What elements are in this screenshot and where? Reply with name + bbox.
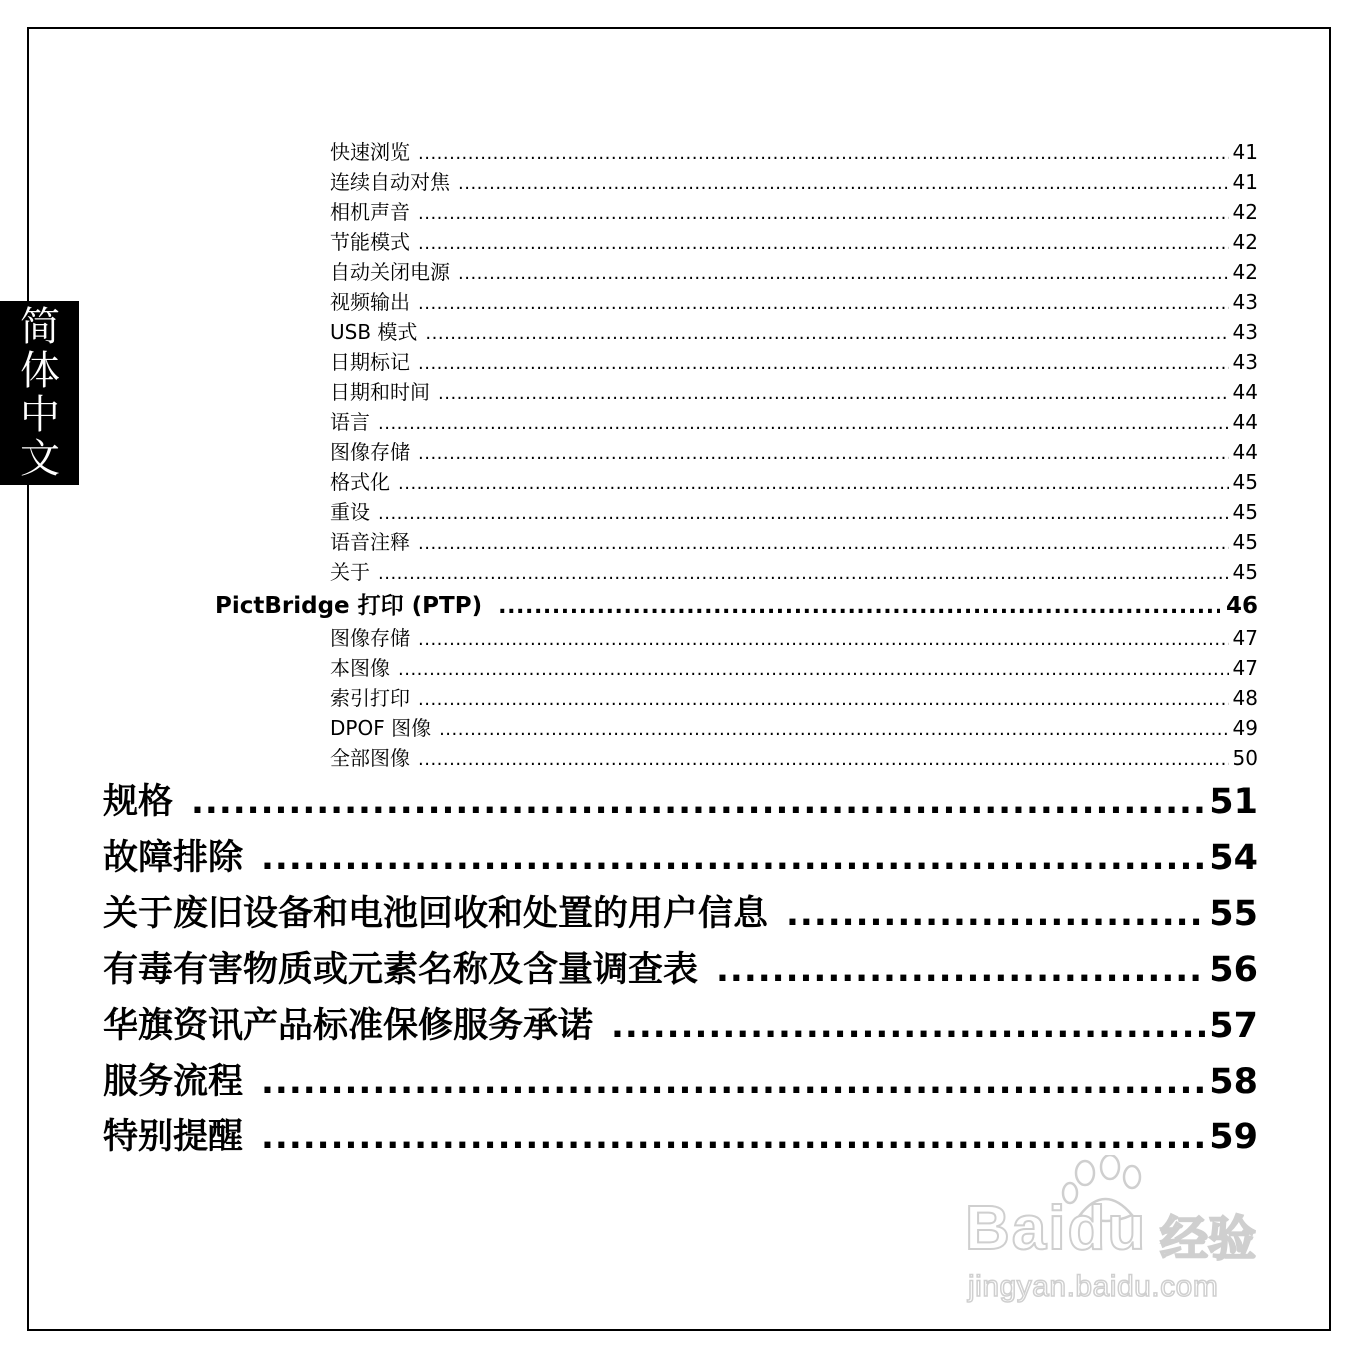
toc-chapter[interactable]	[103, 999, 1258, 1053]
toc-chapter-title: 服务流程	[103, 1062, 244, 1102]
toc-entry-title: 索引打印	[330, 686, 410, 710]
toc-entry-page: 44	[1232, 410, 1258, 434]
toc-entry-title: 图像存储	[330, 626, 410, 650]
leader-dots	[418, 199, 1229, 229]
toc-entry[interactable]	[330, 467, 1258, 497]
toc-entry-page: 47	[1232, 656, 1258, 680]
toc-entry[interactable]	[330, 257, 1258, 287]
leader-dots	[418, 685, 1229, 715]
toc-chapter-title: 规格	[103, 782, 174, 822]
toc-chapter-page: 55	[1209, 894, 1258, 934]
toc-section[interactable]	[215, 589, 1258, 623]
toc-entry[interactable]	[330, 653, 1258, 683]
toc-entry-title: 格式化	[330, 470, 390, 494]
leader-dots	[786, 887, 1205, 941]
toc-entry[interactable]	[330, 623, 1258, 653]
toc-entry-page: 41	[1232, 170, 1258, 194]
toc-chapter-page: 59	[1209, 1117, 1258, 1157]
toc-entry-title: 图像存储	[330, 440, 410, 464]
toc-entry-page: 42	[1232, 200, 1258, 224]
leader-dots	[398, 469, 1229, 499]
toc-entry-title: 节能模式	[330, 230, 410, 254]
leader-dots	[261, 831, 1205, 885]
toc-entry-title: 重设	[330, 500, 370, 524]
leader-dots	[716, 943, 1205, 997]
toc-entry-title: 日期标记	[330, 350, 410, 374]
leader-dots	[498, 590, 1220, 624]
toc-chapter[interactable]	[103, 775, 1258, 829]
toc-chapter-title: 故障排除	[103, 838, 244, 878]
toc-entry[interactable]	[330, 527, 1258, 557]
toc-chapter[interactable]	[103, 1055, 1258, 1109]
toc-entry-title: 本图像	[330, 656, 390, 680]
leader-dots	[418, 349, 1229, 379]
toc-entry-title: 连续自动对焦	[330, 170, 450, 194]
toc-entry-title: 全部图像	[330, 746, 410, 770]
toc-entry-page: 42	[1232, 260, 1258, 284]
leader-dots	[425, 319, 1228, 349]
toc-entry-title: 快速浏览	[330, 140, 410, 164]
toc-entry-page: 43	[1232, 290, 1258, 314]
toc-section-title: PictBridge 打印 (PTP)	[215, 593, 483, 619]
toc-chapter-page: 58	[1209, 1062, 1258, 1102]
toc-entry-page: 41	[1232, 140, 1258, 164]
leader-dots	[418, 439, 1229, 469]
toc-entry-page: 48	[1232, 686, 1258, 710]
toc-chapter[interactable]	[103, 831, 1258, 885]
toc-chapter[interactable]	[103, 887, 1258, 941]
toc-entry[interactable]	[330, 407, 1258, 437]
toc-entry-title: USB 模式	[330, 320, 418, 344]
toc-entry[interactable]	[330, 347, 1258, 377]
toc-entry-page: 45	[1232, 470, 1258, 494]
toc-entry[interactable]	[330, 497, 1258, 527]
toc-entry-title: DPOF 图像	[330, 716, 432, 740]
toc-entry-title: 自动关闭电源	[330, 260, 450, 284]
toc-entry-title: 关于	[330, 560, 370, 584]
toc-entry-page: 43	[1232, 350, 1258, 374]
toc-entry[interactable]	[330, 317, 1258, 347]
leader-dots	[418, 229, 1229, 259]
toc-entry-page: 47	[1232, 626, 1258, 650]
toc-chapter-page: 51	[1209, 782, 1258, 822]
toc-entry-page: 45	[1232, 530, 1258, 554]
toc-entry[interactable]	[330, 743, 1258, 773]
toc-entry-page: 43	[1232, 320, 1258, 344]
toc-chapter-title: 特别提醒	[103, 1117, 244, 1157]
toc-entry[interactable]	[330, 683, 1258, 713]
toc-chapter-page: 57	[1209, 1006, 1258, 1046]
leader-dots	[261, 1055, 1205, 1109]
toc-entry-title: 语音注释	[330, 530, 410, 554]
toc-entry[interactable]	[330, 167, 1258, 197]
toc-entry-page: 44	[1232, 380, 1258, 404]
toc-entry[interactable]	[330, 713, 1258, 743]
leader-dots	[378, 559, 1229, 589]
toc-entry-page: 42	[1232, 230, 1258, 254]
leader-dots	[438, 379, 1229, 409]
toc-entry[interactable]	[330, 137, 1258, 167]
toc-entry-title: 视频输出	[330, 290, 410, 314]
leader-dots	[458, 169, 1229, 199]
toc-entry-page: 44	[1232, 440, 1258, 464]
leader-dots	[378, 499, 1229, 529]
toc-entry-page: 50	[1232, 746, 1258, 770]
watermark-url: jingyan.baidu.com	[968, 1270, 1219, 1303]
toc-entry[interactable]	[330, 227, 1258, 257]
leader-dots	[378, 409, 1229, 439]
watermark-product: 经验	[1160, 1211, 1257, 1267]
toc-entry[interactable]	[330, 437, 1258, 467]
toc-entry-title: 相机声音	[330, 200, 410, 224]
leader-dots	[191, 775, 1205, 829]
toc-entry-title: 语言	[330, 410, 370, 434]
baidu-jingyan-watermark	[950, 1155, 1290, 1305]
leader-dots	[611, 999, 1205, 1053]
leader-dots	[418, 529, 1229, 559]
toc-entry-page: 45	[1232, 560, 1258, 584]
leader-dots	[418, 139, 1229, 169]
toc-entry[interactable]	[330, 287, 1258, 317]
language-tab-label: 简体中文	[20, 304, 60, 482]
toc-chapter-title: 关于废旧设备和电池回收和处置的用户信息	[103, 894, 769, 934]
toc-chapter-page: 56	[1209, 950, 1258, 990]
toc-section-page: 46	[1225, 593, 1258, 619]
toc-entry[interactable]	[330, 197, 1258, 227]
leader-dots	[458, 259, 1229, 289]
toc-entry-page: 45	[1232, 500, 1258, 524]
leader-dots	[418, 745, 1229, 775]
leader-dots	[398, 655, 1229, 685]
toc-entry[interactable]	[330, 557, 1258, 587]
toc-chapter-page: 54	[1209, 838, 1258, 878]
toc-chapter-title: 华旗资讯产品标准保修服务承诺	[103, 1006, 594, 1046]
toc-entry-page: 49	[1232, 716, 1258, 740]
watermark-brand: Baidu	[965, 1194, 1148, 1263]
toc-entry[interactable]	[330, 377, 1258, 407]
toc-entry-title: 日期和时间	[330, 380, 430, 404]
leader-dots	[418, 289, 1229, 319]
toc-chapter[interactable]	[103, 943, 1258, 997]
leader-dots	[418, 625, 1229, 655]
toc-chapter-title: 有毒有害物质或元素名称及含量调查表	[103, 950, 699, 990]
leader-dots	[439, 715, 1228, 745]
